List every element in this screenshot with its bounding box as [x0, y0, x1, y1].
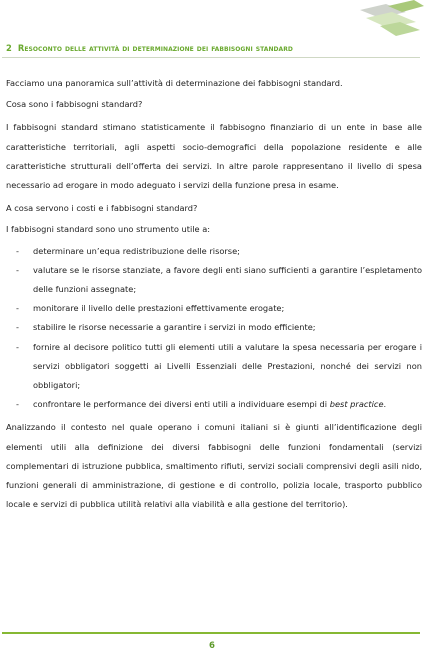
list-marker: - [16, 303, 19, 314]
question-what-are: Cosa sono i fabbisogni standard? [6, 99, 143, 110]
list-item-end: . [383, 399, 387, 410]
question-what-for: A cosa servono i costi e i fabbisogni standard? [6, 203, 198, 214]
section-heading [6, 43, 418, 53]
purpose-list [6, 242, 422, 415]
list-marker: - [16, 341, 19, 352]
document-body [6, 74, 422, 518]
list-marker: - [16, 245, 19, 256]
list-intro: I fabbisogni standard sono uno strumento utile a: [6, 224, 211, 235]
heading-divider [2, 57, 420, 58]
best-practice-emphasis: best practice [329, 399, 384, 410]
footer-divider [2, 632, 420, 634]
section-number: 2 [6, 43, 12, 53]
list-item [6, 338, 422, 396]
list-item [6, 395, 422, 414]
list-item-text: determinare un’equa redistribuzione delle risorse; [33, 245, 240, 256]
list-item-text: monitorare il livello delle prestazioni effettivamente erogate; [33, 303, 285, 314]
list-item-text: confrontare le performance dei diversi enti utili a individuare esempi di [33, 399, 328, 410]
list-marker: - [16, 264, 19, 275]
list-item-text: valutare se le risorse stanziate, a favore degli enti siano sufficienti a garantire l’espletamento delle funzioni assegnate; [33, 264, 422, 295]
intro-paragraph: Facciamo una panoramica sull’attività di determinazione dei fabbisogni standard. [6, 78, 343, 88]
list-marker: - [16, 399, 19, 410]
list-item-text: fornire al decisore politico tutti gli elementi utili a valutare la spesa necessaria per erogare i servizi obbligatori soggetti ai Livelli Essenziali delle Prestazioni, nonché dei servizi non obbligatori; [33, 341, 422, 391]
list-item [6, 242, 422, 261]
list-item [6, 318, 422, 337]
page-number: 6 [209, 641, 215, 651]
conclusion-paragraph: Analizzando il contesto nel quale operano i comuni italiani si è giunti all’identificazione degli elementi utili alla definizione dei diversi fabbisogni delle funzioni fondamentali (servizi complementari di istruzione pubblica, smaltimento rifiuti, servizi sociali comprensivi degli asili nido, funzioni generali di amministrazione, di gestione e di controllo, polizia locale, trasporto pubblico locale e servizi di pubblica utilità relativi alla viabilità e alla gestione del territorio). [6, 422, 422, 510]
definition-paragraph: I fabbisogni standard stimano statisticamente il fabbisogno finanziario di un ente in base alle caratteristiche territoriali, agli aspetti socio-demografici della popolazione residente e alle caratteristiche strutturali dell’offerta dei servizi. In altre parole rappresentano il livello di spesa necessario ad erogare in modo adeguato i servizi della funzione presa in esame. [6, 122, 422, 191]
list-item [6, 299, 422, 318]
list-item [6, 261, 422, 299]
logo-icon [330, 0, 424, 38]
list-marker: - [16, 322, 19, 333]
list-item-text: stabilire le risorse necessarie a garantire i servizi in modo efficiente; [33, 322, 316, 333]
section-title: Resoconto delle attività di determinazione dei fabbisogni standard [17, 43, 293, 53]
